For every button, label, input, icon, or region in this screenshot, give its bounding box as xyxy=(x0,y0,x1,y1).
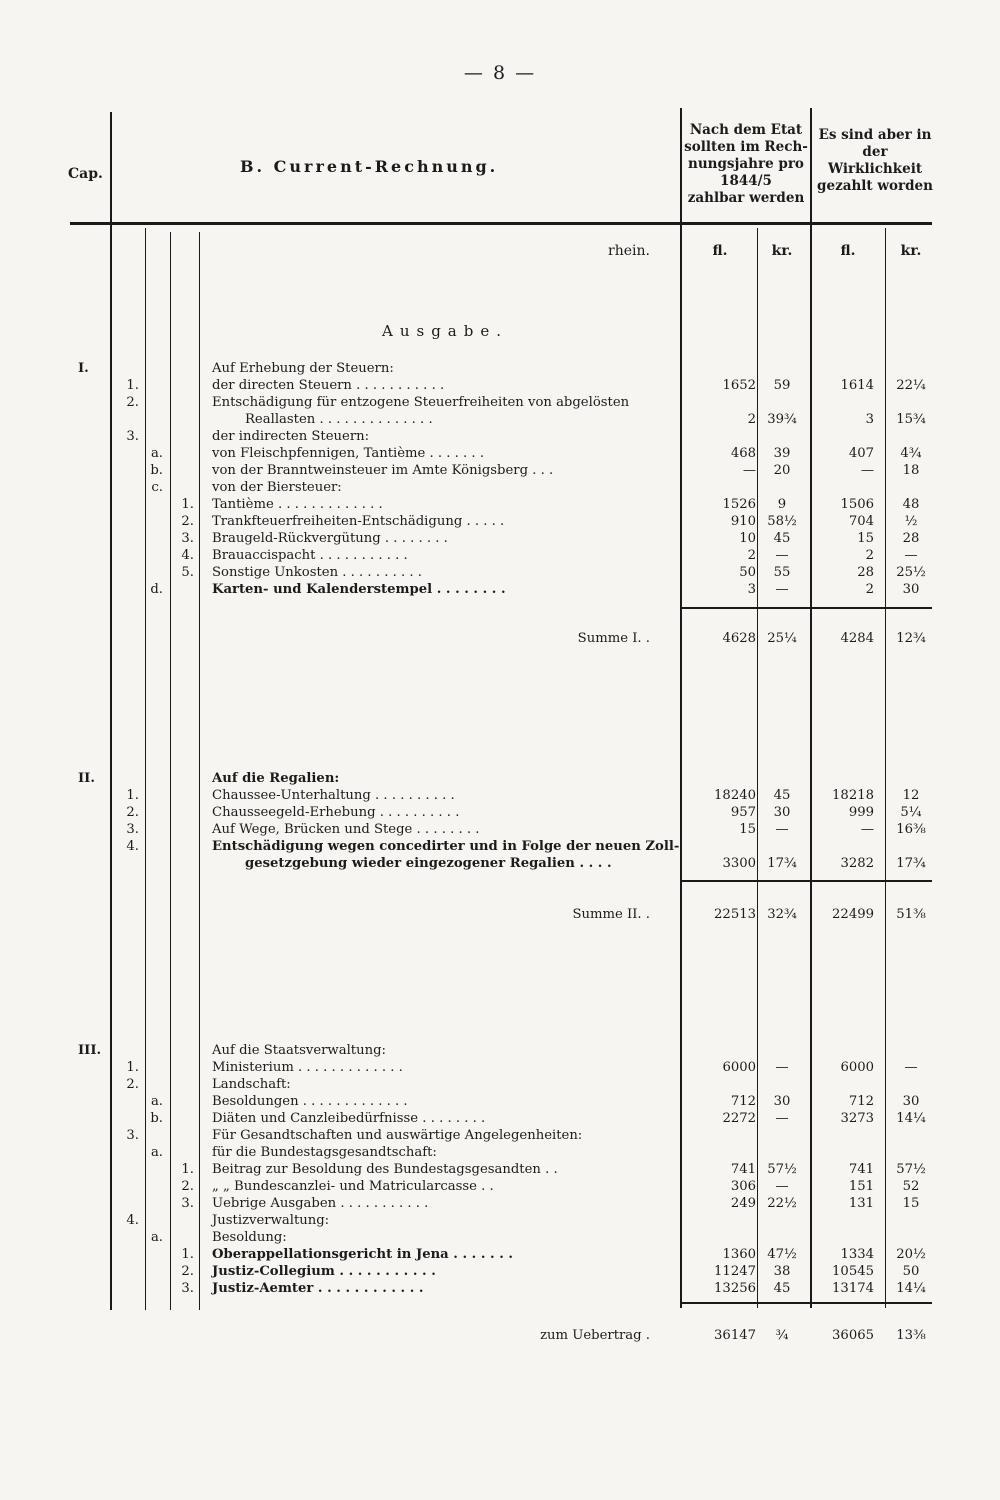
table-row xyxy=(0,1093,1000,1111)
table-row xyxy=(0,1144,1000,1162)
item-description: Oberappellationsgericht in Jena . . . . . . . xyxy=(212,1247,513,1262)
paid-florin: 151 xyxy=(848,1179,874,1194)
etat-kreuzer: — xyxy=(775,822,789,837)
item-number: 1. xyxy=(126,788,139,803)
paid-kreuzer: 25½ xyxy=(896,565,926,580)
paid-florin: 2 xyxy=(865,548,874,563)
etat-kreuzer: 58½ xyxy=(767,514,797,529)
item-number: 1. xyxy=(126,378,139,393)
item-description: Sonstige Unkosten . . . . . . . . . . xyxy=(212,565,422,580)
column-header-paid-line: gezahlt worden xyxy=(817,178,933,194)
item-description: zum Uebertrag . xyxy=(540,1328,650,1343)
table-row xyxy=(0,1127,1000,1145)
etat-florin: 2 xyxy=(747,548,756,563)
table-row xyxy=(0,360,1000,378)
etat-florin: 1526 xyxy=(722,497,756,512)
etat-florin: 11247 xyxy=(714,1264,756,1279)
etat-florin: 957 xyxy=(730,805,756,820)
etat-kreuzer: 45 xyxy=(773,1281,791,1296)
column-header-etat xyxy=(684,122,808,207)
item-description: Justiz-Aemter . . . . . . . . . . . . xyxy=(212,1281,424,1296)
item-letter: a. xyxy=(150,446,163,461)
etat-florin: 3300 xyxy=(722,856,756,871)
etat-kreuzer: 25¼ xyxy=(767,631,797,646)
etat-kreuzer: 39¾ xyxy=(767,412,797,427)
etat-kreuzer: — xyxy=(775,1179,789,1194)
item-description: Entschädigung für entzogene Steuerfreiheiten von abgelösten xyxy=(212,395,630,410)
table-row xyxy=(0,479,1000,497)
etat-kreuzer: 45 xyxy=(773,788,791,803)
paid-florin: 1614 xyxy=(840,378,874,393)
etat-kreuzer: 39 xyxy=(773,446,791,461)
item-description: Tantième . . . . . . . . . . . . . xyxy=(212,497,383,512)
paid-florin: 999 xyxy=(848,805,874,820)
paid-kreuzer: 22¼ xyxy=(896,378,926,393)
paid-kreuzer: 30 xyxy=(902,1094,920,1109)
paid-kreuzer: 5¼ xyxy=(900,805,922,820)
ausgabe-heading: Ausgabe. xyxy=(382,322,508,340)
table-row xyxy=(0,394,1000,412)
etat-florin: 3 xyxy=(747,582,756,597)
paid-florin: 15 xyxy=(857,531,874,546)
etat-florin: 1652 xyxy=(722,378,756,393)
item-number: 3. xyxy=(126,1128,139,1143)
etat-florin: 1360 xyxy=(722,1247,756,1262)
item-letter: d. xyxy=(150,582,163,597)
header-rule xyxy=(70,222,932,225)
table-row xyxy=(0,630,1000,648)
sub-item-number: 5. xyxy=(181,565,194,580)
item-description: Justizverwaltung: xyxy=(212,1213,330,1228)
etat-florin: 10 xyxy=(739,531,756,546)
item-description: Auf Erhebung der Steuern: xyxy=(212,361,394,376)
table-row xyxy=(0,1263,1000,1281)
etat-florin: 306 xyxy=(730,1179,756,1194)
item-letter: a. xyxy=(150,1230,163,1245)
table-row xyxy=(0,513,1000,531)
etat-kreuzer: — xyxy=(775,548,789,563)
paid-kreuzer: 51⅜ xyxy=(896,907,926,922)
etat-florin: — xyxy=(742,463,756,478)
sub-item-number: 2. xyxy=(181,514,194,529)
etat-kreuzer: — xyxy=(775,582,789,597)
etat-kreuzer: 47½ xyxy=(767,1247,797,1262)
column-header-paid-line: der Wirklichkeit xyxy=(827,144,923,177)
table-row xyxy=(0,462,1000,480)
item-description: gesetzgebung wieder eingezogener Regalien . . . . xyxy=(245,856,612,871)
item-number: 3. xyxy=(126,822,139,837)
paid-florin: 3 xyxy=(865,412,874,427)
item-letter: c. xyxy=(151,480,163,495)
paid-kreuzer: 18 xyxy=(902,463,920,478)
etat-florin: 2272 xyxy=(722,1111,756,1126)
etat-kreuzer: 55 xyxy=(773,565,791,580)
sub-item-number: 3. xyxy=(181,1281,194,1296)
paid-florin: 1506 xyxy=(840,497,874,512)
page-number: — 8 — xyxy=(463,62,537,84)
table-row xyxy=(0,1059,1000,1077)
paid-kreuzer: 57½ xyxy=(896,1162,926,1177)
table-row xyxy=(0,445,1000,463)
paid-kreuzer: 30 xyxy=(902,582,920,597)
etat-florin: 4628 xyxy=(722,631,756,646)
table-row xyxy=(0,411,1000,429)
etat-florin: 15 xyxy=(739,822,756,837)
item-number: 2. xyxy=(126,805,139,820)
column-header-paid-line: Es sind aber in xyxy=(818,127,932,143)
item-letter: a. xyxy=(150,1094,163,1109)
etat-kreuzer: 9 xyxy=(777,497,787,512)
table-row xyxy=(0,581,1000,599)
item-number: 2. xyxy=(126,1077,139,1092)
table-row xyxy=(0,838,1000,856)
item-description: Auf die Staatsverwaltung: xyxy=(212,1043,386,1058)
item-description: „ „ Bundescanzlei- und Matricularcasse . . xyxy=(212,1179,494,1194)
paid-kreuzer: 52 xyxy=(902,1179,920,1194)
item-description: Reallasten . . . . . . . . . . . . . . xyxy=(245,412,433,427)
item-description: Ministerium . . . . . . . . . . . . . xyxy=(212,1060,403,1075)
paid-kreuzer: 17¾ xyxy=(896,856,926,871)
item-description: Karten- und Kalenderstempel . . . . . . . . xyxy=(212,582,506,597)
paid-florin: 13174 xyxy=(832,1281,874,1296)
table-row xyxy=(0,821,1000,839)
etat-kreuzer: 17¾ xyxy=(767,856,797,871)
etat-florin: 18240 xyxy=(714,788,756,803)
paid-kreuzer: 48 xyxy=(902,497,920,512)
paid-kreuzer: — xyxy=(904,548,918,563)
table-row xyxy=(0,1076,1000,1094)
item-description: Für Gesandtschaften und auswärtige Angelegenheiten: xyxy=(212,1128,583,1143)
paid-kreuzer: 12¾ xyxy=(896,631,926,646)
item-description: Uebrige Ausgaben . . . . . . . . . . . xyxy=(212,1196,429,1211)
item-description: der directen Steuern . . . . . . . . . . . xyxy=(212,378,445,393)
item-number: 4. xyxy=(126,1213,139,1228)
item-number: 3. xyxy=(126,429,139,444)
item-letter: b. xyxy=(150,463,163,478)
paid-florin: 712 xyxy=(848,1094,874,1109)
item-description: Justiz-Collegium . . . . . . . . . . . xyxy=(212,1264,436,1279)
chapter-number: I. xyxy=(78,361,89,376)
etat-florin: 741 xyxy=(730,1162,756,1177)
etat-kreuzer: 38 xyxy=(773,1264,791,1279)
section-title: B. Current-Rechnung. xyxy=(240,157,499,176)
unit-etat-fl: fl. xyxy=(712,243,728,259)
item-description: Landschaft: xyxy=(212,1077,291,1092)
item-description: von der Biersteuer: xyxy=(212,480,342,495)
item-description: Diäten und Canzleibedürfnisse . . . . . . . . xyxy=(212,1111,486,1126)
etat-kreuzer: ¾ xyxy=(775,1328,789,1343)
item-description: Brauaccispacht . . . . . . . . . . . xyxy=(212,548,408,563)
paid-florin: 131 xyxy=(848,1196,874,1211)
chapter-number: II. xyxy=(78,771,95,786)
table-row xyxy=(0,1229,1000,1247)
table-row xyxy=(0,530,1000,548)
paid-florin: 6000 xyxy=(840,1060,874,1075)
item-description: von der Branntweinsteuer im Amte Königsberg . . . xyxy=(212,463,554,478)
etat-kreuzer: — xyxy=(775,1111,789,1126)
table-row xyxy=(0,770,1000,788)
etat-florin: 249 xyxy=(730,1196,756,1211)
paid-kreuzer: 20½ xyxy=(896,1247,926,1262)
sub-item-number: 1. xyxy=(181,497,194,512)
etat-kreuzer: 20 xyxy=(773,463,791,478)
paid-kreuzer: 4¾ xyxy=(900,446,922,461)
etat-florin: 2 xyxy=(747,412,756,427)
paid-florin: 704 xyxy=(848,514,874,529)
sub-item-number: 2. xyxy=(181,1179,194,1194)
table-row xyxy=(0,1178,1000,1196)
currency-label: rhein. xyxy=(608,243,650,259)
item-description: Besoldung: xyxy=(212,1230,287,1245)
column-header-etat-line: sollten im Rech- xyxy=(684,139,808,155)
sub-item-number: 2. xyxy=(181,1264,194,1279)
item-description: von Fleischpfennigen, Tantième . . . . . . . xyxy=(212,446,485,461)
item-description: Chausseegeld-Erhebung . . . . . . . . . . xyxy=(212,805,460,820)
etat-florin: 13256 xyxy=(714,1281,756,1296)
item-letter: a. xyxy=(150,1145,163,1160)
table-row xyxy=(0,1161,1000,1179)
column-header-paid xyxy=(816,110,934,195)
item-description: Auf Wege, Brücken und Stege . . . . . . . . xyxy=(212,822,480,837)
paid-florin: 22499 xyxy=(832,907,874,922)
etat-kreuzer: 30 xyxy=(773,1094,791,1109)
table-row xyxy=(0,496,1000,514)
table-row xyxy=(0,906,1000,924)
paid-florin: 36065 xyxy=(832,1328,874,1343)
paid-florin: — xyxy=(860,463,874,478)
table-row xyxy=(0,1327,1000,1345)
table-row xyxy=(0,1212,1000,1230)
item-description: Trankfteuerfreiheiten-Entschädigung . . . . . xyxy=(212,514,505,529)
sum-rule-3 xyxy=(682,1302,932,1304)
etat-kreuzer: 59 xyxy=(773,378,791,393)
column-header-etat-line: zahlbar werden xyxy=(687,190,805,206)
table-row xyxy=(0,1246,1000,1264)
item-description: Braugeld-Rückvergütung . . . . . . . . xyxy=(212,531,448,546)
item-description: Beitrag zur Besoldung des Bundestagsgesandten . . xyxy=(212,1162,558,1177)
etat-kreuzer: — xyxy=(775,1060,789,1075)
etat-florin: 712 xyxy=(730,1094,756,1109)
unit-paid-fl: fl. xyxy=(840,243,856,259)
item-description: Summe I. . xyxy=(577,631,650,646)
sub-item-number: 1. xyxy=(181,1247,194,1262)
table-row xyxy=(0,855,1000,873)
table-row xyxy=(0,1110,1000,1128)
paid-florin: 4284 xyxy=(840,631,874,646)
item-description: Auf die Regalien: xyxy=(212,771,340,786)
paid-florin: 2 xyxy=(865,582,874,597)
paid-kreuzer: 15¾ xyxy=(896,412,926,427)
paid-florin: — xyxy=(860,822,874,837)
table-row xyxy=(0,1195,1000,1213)
paid-kreuzer: 15 xyxy=(902,1196,920,1211)
paid-kreuzer: 28 xyxy=(902,531,920,546)
cap-column-label: Cap. xyxy=(68,166,103,182)
item-description: für die Bundestagsgesandtschaft: xyxy=(212,1145,437,1160)
item-description: Besoldungen . . . . . . . . . . . . . xyxy=(212,1094,408,1109)
sub-item-number: 3. xyxy=(181,1196,194,1211)
table-row xyxy=(0,1280,1000,1298)
chapter-number: III. xyxy=(78,1043,102,1058)
item-description: Summe II. . xyxy=(572,907,650,922)
paid-florin: 3282 xyxy=(840,856,874,871)
paid-kreuzer: 14¼ xyxy=(896,1281,926,1296)
unit-etat-kr: kr. xyxy=(771,243,793,259)
etat-florin: 6000 xyxy=(722,1060,756,1075)
table-row xyxy=(0,428,1000,446)
etat-kreuzer: 30 xyxy=(773,805,791,820)
etat-florin: 910 xyxy=(730,514,756,529)
item-number: 4. xyxy=(126,839,139,854)
paid-florin: 3273 xyxy=(840,1111,874,1126)
paid-kreuzer: ½ xyxy=(904,514,918,529)
table-row xyxy=(0,804,1000,822)
unit-paid-kr: kr. xyxy=(900,243,922,259)
sub-item-number: 3. xyxy=(181,531,194,546)
item-number: 2. xyxy=(126,395,139,410)
etat-florin: 468 xyxy=(730,446,756,461)
table-row xyxy=(0,564,1000,582)
table-row xyxy=(0,377,1000,395)
etat-florin: 36147 xyxy=(714,1328,756,1343)
etat-kreuzer: 32¾ xyxy=(767,907,797,922)
sum-rule-1 xyxy=(682,607,932,609)
table-row xyxy=(0,787,1000,805)
paid-florin: 10545 xyxy=(832,1264,874,1279)
paid-florin: 1334 xyxy=(840,1247,874,1262)
item-description: der indirecten Steuern: xyxy=(212,429,370,444)
item-description: Entschädigung wegen concedirter und in Folge der neuen Zoll- xyxy=(212,839,680,854)
column-header-etat-line: 1844/5 xyxy=(720,173,772,189)
paid-kreuzer: — xyxy=(904,1060,918,1075)
sum-rule-2 xyxy=(682,880,932,882)
paid-florin: 18218 xyxy=(832,788,874,803)
etat-kreuzer: 57½ xyxy=(767,1162,797,1177)
column-header-etat-line: Nach dem Etat xyxy=(689,122,803,138)
column-header-etat-line: nungsjahre pro xyxy=(688,156,804,172)
etat-kreuzer: 45 xyxy=(773,531,791,546)
paid-kreuzer: 12 xyxy=(902,788,920,803)
paid-florin: 407 xyxy=(848,446,874,461)
sub-item-number: 1. xyxy=(181,1162,194,1177)
etat-kreuzer: 22½ xyxy=(767,1196,797,1211)
paid-kreuzer: 16⅜ xyxy=(896,822,926,837)
item-description: Chaussee-Unterhaltung . . . . . . . . . . xyxy=(212,788,455,803)
etat-florin: 22513 xyxy=(714,907,756,922)
sub-item-number: 4. xyxy=(181,548,194,563)
paid-florin: 28 xyxy=(857,565,874,580)
item-letter: b. xyxy=(150,1111,163,1126)
table-row xyxy=(0,1042,1000,1060)
table-row xyxy=(0,547,1000,565)
paid-kreuzer: 14¼ xyxy=(896,1111,926,1126)
paid-florin: 741 xyxy=(848,1162,874,1177)
paid-kreuzer: 13⅜ xyxy=(896,1328,926,1343)
paid-kreuzer: 50 xyxy=(902,1264,920,1279)
item-number: 1. xyxy=(126,1060,139,1075)
etat-florin: 50 xyxy=(739,565,756,580)
